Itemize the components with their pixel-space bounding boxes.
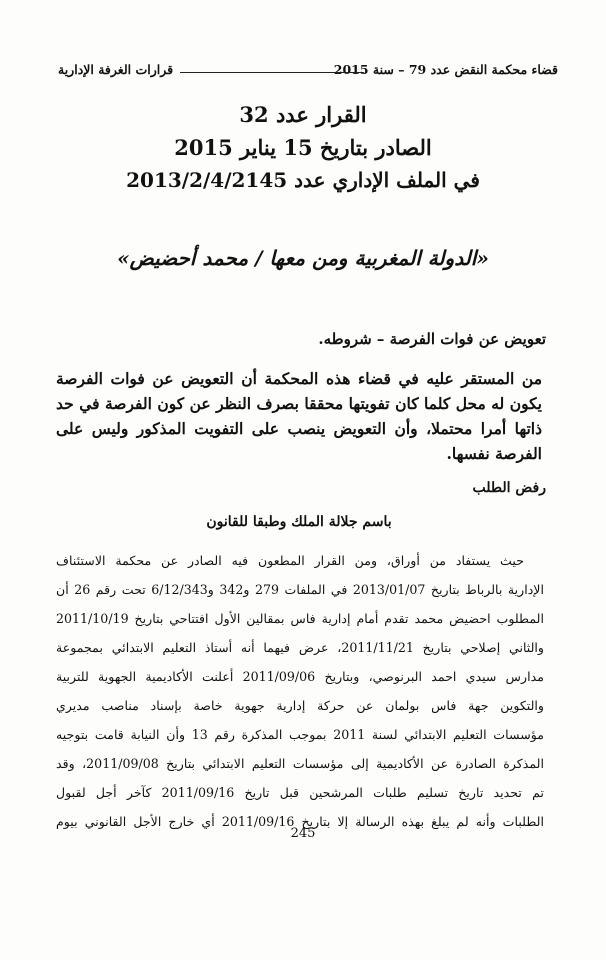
section-title: قرارات الغرفة الإدارية bbox=[58, 62, 174, 77]
page-number: 245 bbox=[290, 826, 316, 841]
body-line: تم تحديد تاريخ تسليم طلبات المرشحين قبل تاريخ 2011/09/16 كآخر أجل لقبول bbox=[56, 785, 544, 800]
body-line: المطلوب احضيض محمد تقدم أمام إدارية فاس بمقالين الأول افتتاحي بتاريخ 2011/10/19 bbox=[56, 611, 544, 626]
decision-date: الصادر بتاريخ 15 يناير 2015 bbox=[174, 135, 432, 160]
body-line: الطلبات وأنه لم يبلغ بهذه الرسالة إلا بتاريخ 2011/09/16 أي خارج الأجل القانوني بيوم bbox=[56, 814, 544, 829]
body-line: المذكرة الصادرة عن الأكاديمية إلى مؤسسات التعليم الابتدائي بتاريخ 2011/09/08، وقد bbox=[56, 756, 544, 771]
principle-line: من المستقر عليه في قضاء هذه المحكمة أن التعويض عن فوات الفرصة bbox=[56, 369, 542, 388]
legal-principle bbox=[56, 366, 542, 466]
parties-heading: «الدولة المغربية ومن معها / محمد أحضيض» bbox=[117, 246, 489, 270]
header-rule bbox=[180, 72, 364, 73]
body-line: مؤسسات التعليم الابتدائي لسنة 2011 بموجب المذكرة رقم 13 وأن النيابة قامت بتوجيه bbox=[56, 727, 544, 742]
decision-title bbox=[60, 98, 546, 197]
body-line: حيث يستفاد من أوراق، ومن القرار المطعون فيه الصادر عن محكمة الاستئناف bbox=[56, 553, 524, 568]
outcome-label: رفض الطلب bbox=[472, 480, 546, 496]
body-line: الإدارية بالرباط بتاريخ 2013/01/07 في الملفات 279 و342 و6/12/343 تحت رقم 26 أن bbox=[56, 582, 544, 597]
body-line: والثاني إصلاحي بتاريخ 2011/11/21، عرض فيهما أنه أستاذ التعليم الابتدائي بمجموعة bbox=[56, 640, 544, 655]
decision-number: القرار عدد 32 bbox=[239, 102, 367, 127]
body-line: مدارس سيدي احمد البرنوصي، وبتاريخ 2011/09/06 أعلنت الأكاديمية الجهوية للتربية bbox=[56, 669, 544, 684]
principle-line: ذاتها أمرا محتملا، وأن التعويض ينصب على التفويت المذكور وليس على bbox=[56, 419, 542, 438]
principle-line: الفرصة نفسها. bbox=[446, 444, 542, 463]
body-line: والتكوين جهة فاس بولمان عن حركة إدارية جهوية خاصة بإسناد مناصب مديري bbox=[56, 698, 544, 713]
journal-title: قضاء محكمة النقض عدد 79 – سنة 2015 bbox=[333, 62, 558, 77]
keyword-heading: تعويض عن فوات الفرصة – شروطه. bbox=[318, 330, 546, 348]
running-header bbox=[58, 62, 558, 84]
invocation-heading: باسم جلالة الملك وطبقا للقانون bbox=[206, 514, 392, 530]
principle-line: يكون له محل كلما كان تفويتها محققا بصرف النظر عن كون الفرصة في حد bbox=[56, 394, 542, 413]
body-text bbox=[56, 546, 544, 836]
file-number: في الملف الإداري عدد 2013/2/4/2145 bbox=[126, 168, 480, 192]
